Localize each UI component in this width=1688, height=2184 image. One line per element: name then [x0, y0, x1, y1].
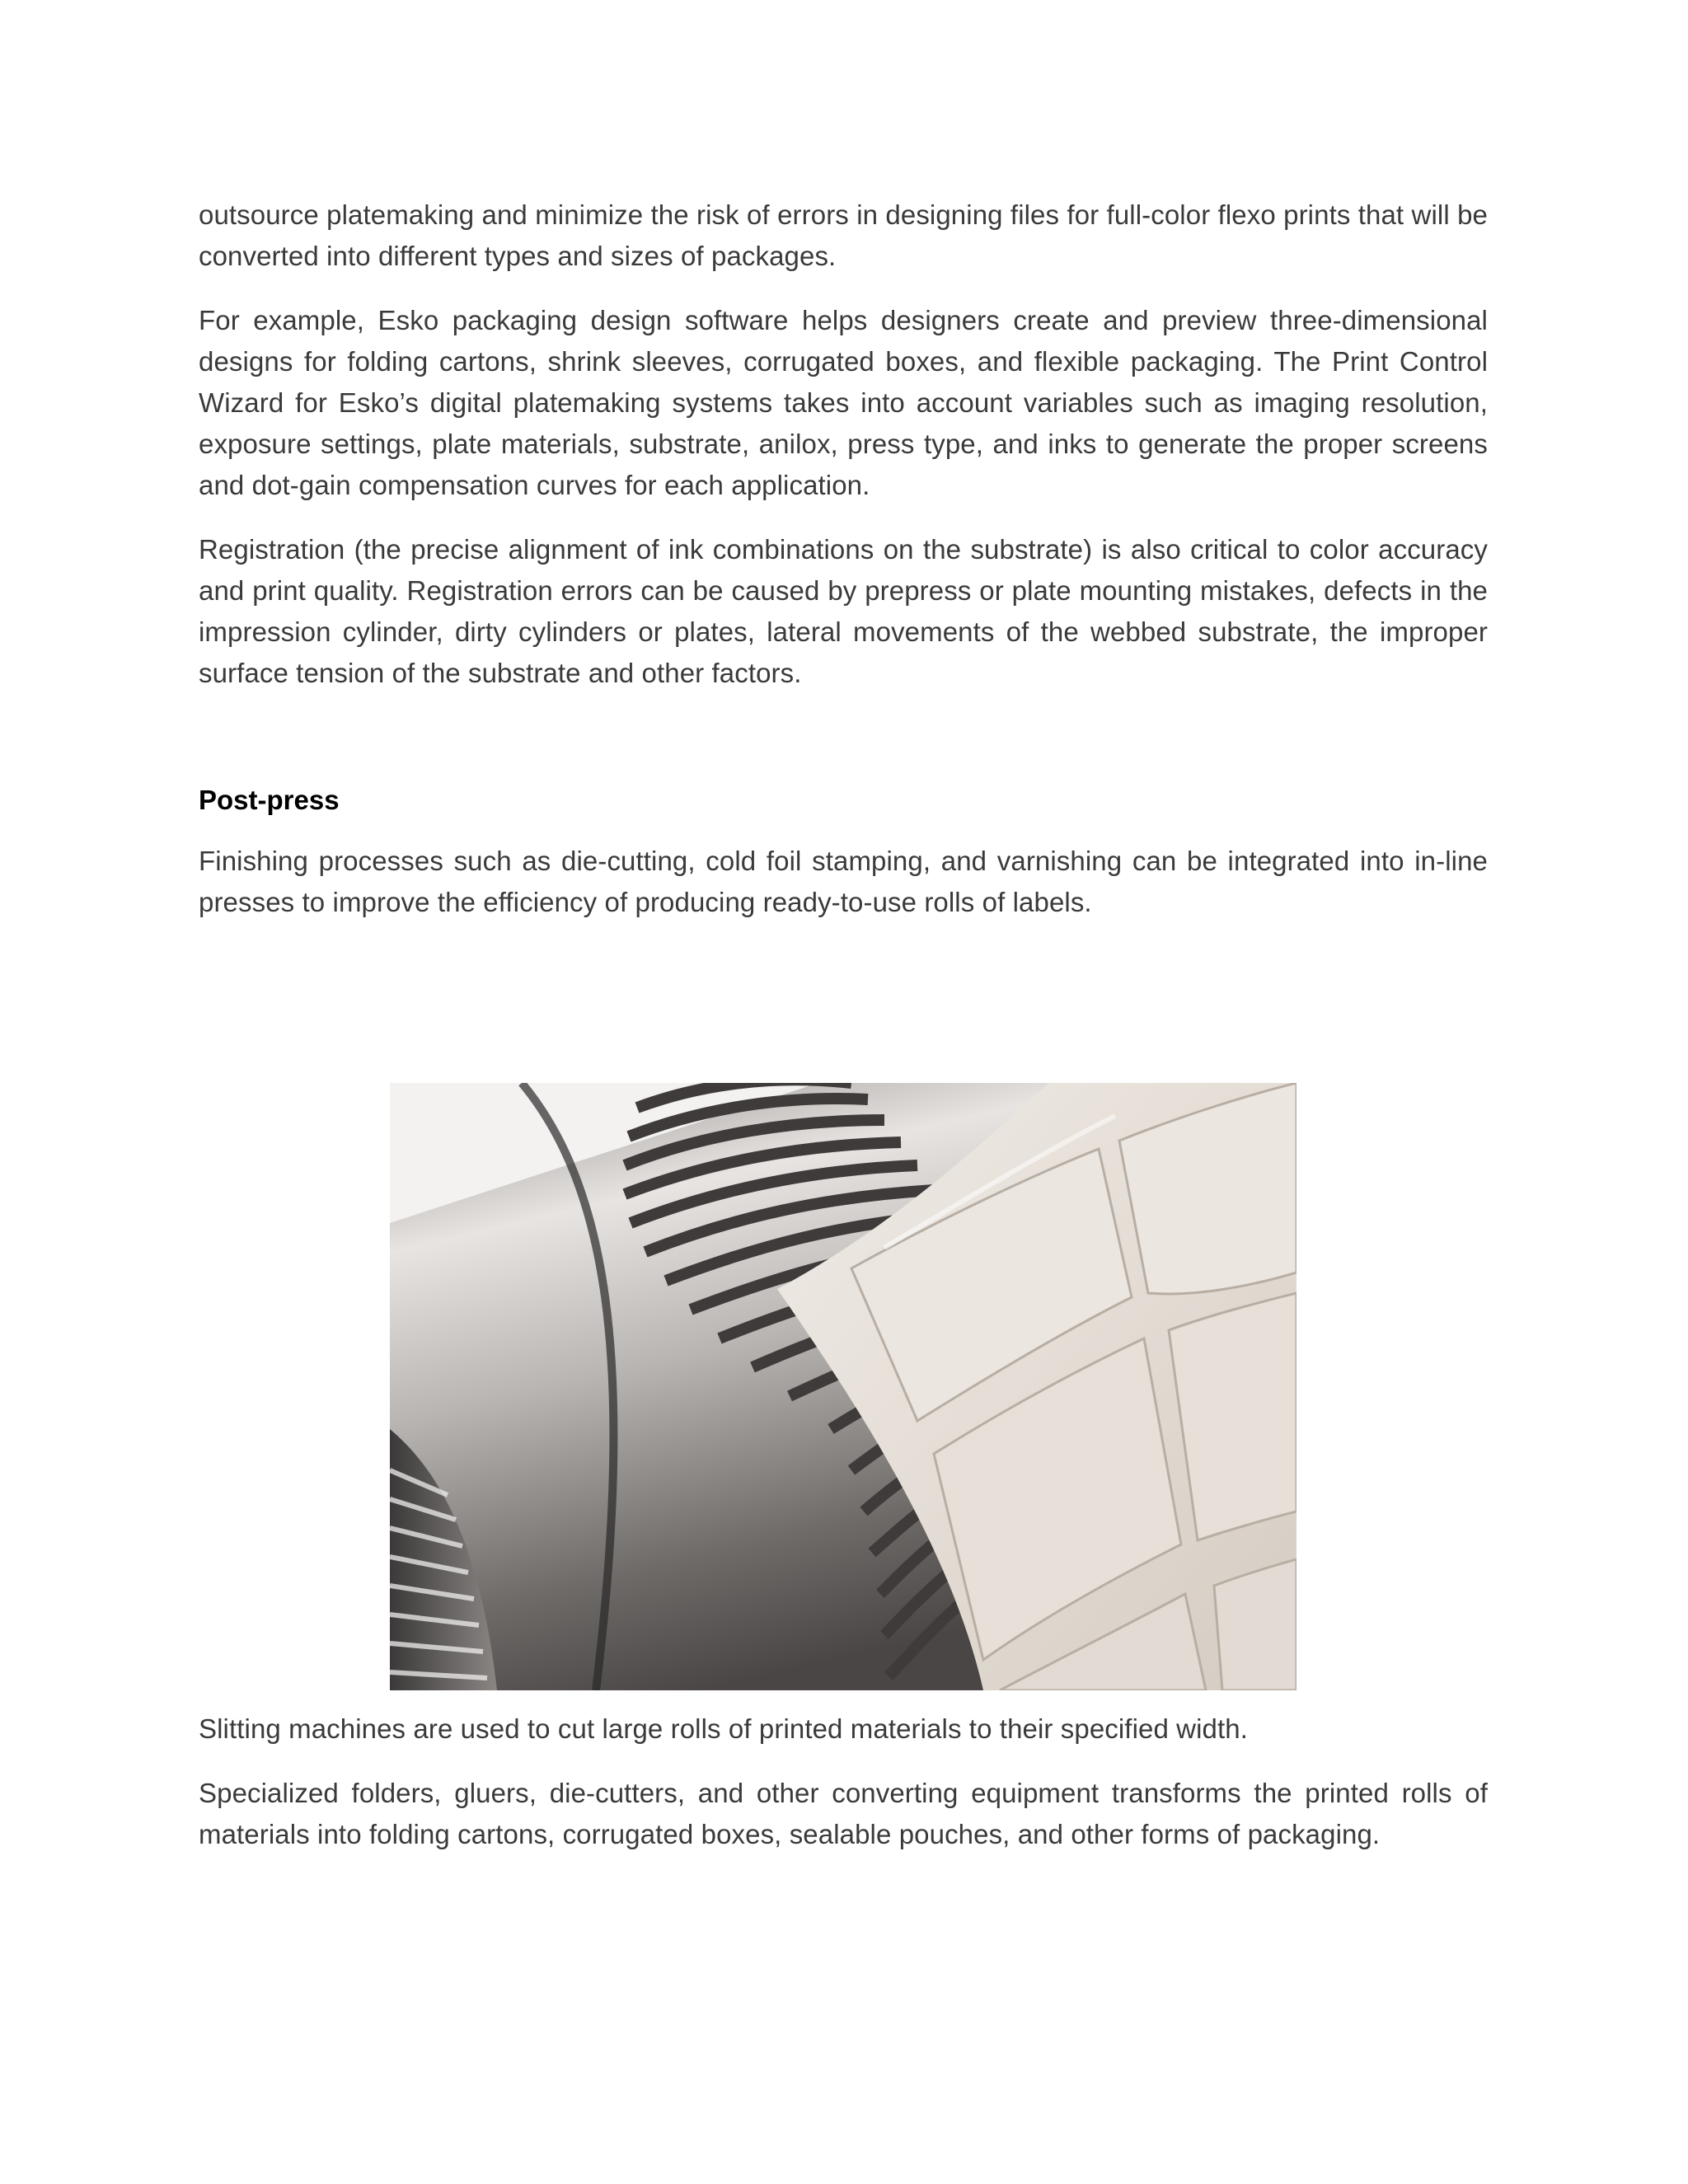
paragraph-registration: Registration (the precise alignment of ink combinations on the substrate) is also critical to color accuracy and print quality. Registration errors can be caused by prepress or plate mounting mistakes, defects in the impression cylinder, dirty cylinders or plates, lateral movements of the webbed substrate, the improper surface tension of the substrate and other factors. [199, 534, 1488, 688]
section-heading-post-press: Post-press [199, 785, 340, 815]
label-roll-illustration [390, 1083, 1296, 1690]
document-page [199, 194, 1488, 1878]
paragraph-converting: Specialized folders, gluers, die-cutters, and other converting equipment transforms the printed rolls of materials into folding cartons, corrugated boxes, sealable pouches, and other forms of packaging. [199, 1778, 1488, 1849]
label-roll-photo [390, 1083, 1296, 1690]
section-spacer [199, 717, 1488, 780]
paragraph-esko-example: For example, Esko packaging design software helps designers create and preview three-dimensional designs for folding cartons, shrink sleeves, corrugated boxes, and flexible packaging. The Print Control Wizard for Esko’s digital platemaking systems takes into account variables such as imaging resolution, exposure settings, plate materials, substrate, anilox, press type, and inks to generate the proper screens and dot-gain compensation curves for each application. [199, 305, 1488, 500]
paragraph-outsource: outsource platemaking and minimize the risk of errors in designing files for full-color flexo prints that will be converted into different types and sizes of packages. [199, 199, 1488, 271]
paragraph-slitting: Slitting machines are used to cut large rolls of printed materials to their specified width. [199, 1713, 1248, 1744]
paragraph-finishing: Finishing processes such as die-cutting, cold foil stamping, and varnishing can be integrated into in-line presses to improve the efficiency of producing ready-to-use rolls of labels. [199, 846, 1488, 917]
figure-spacer [199, 946, 1488, 1083]
